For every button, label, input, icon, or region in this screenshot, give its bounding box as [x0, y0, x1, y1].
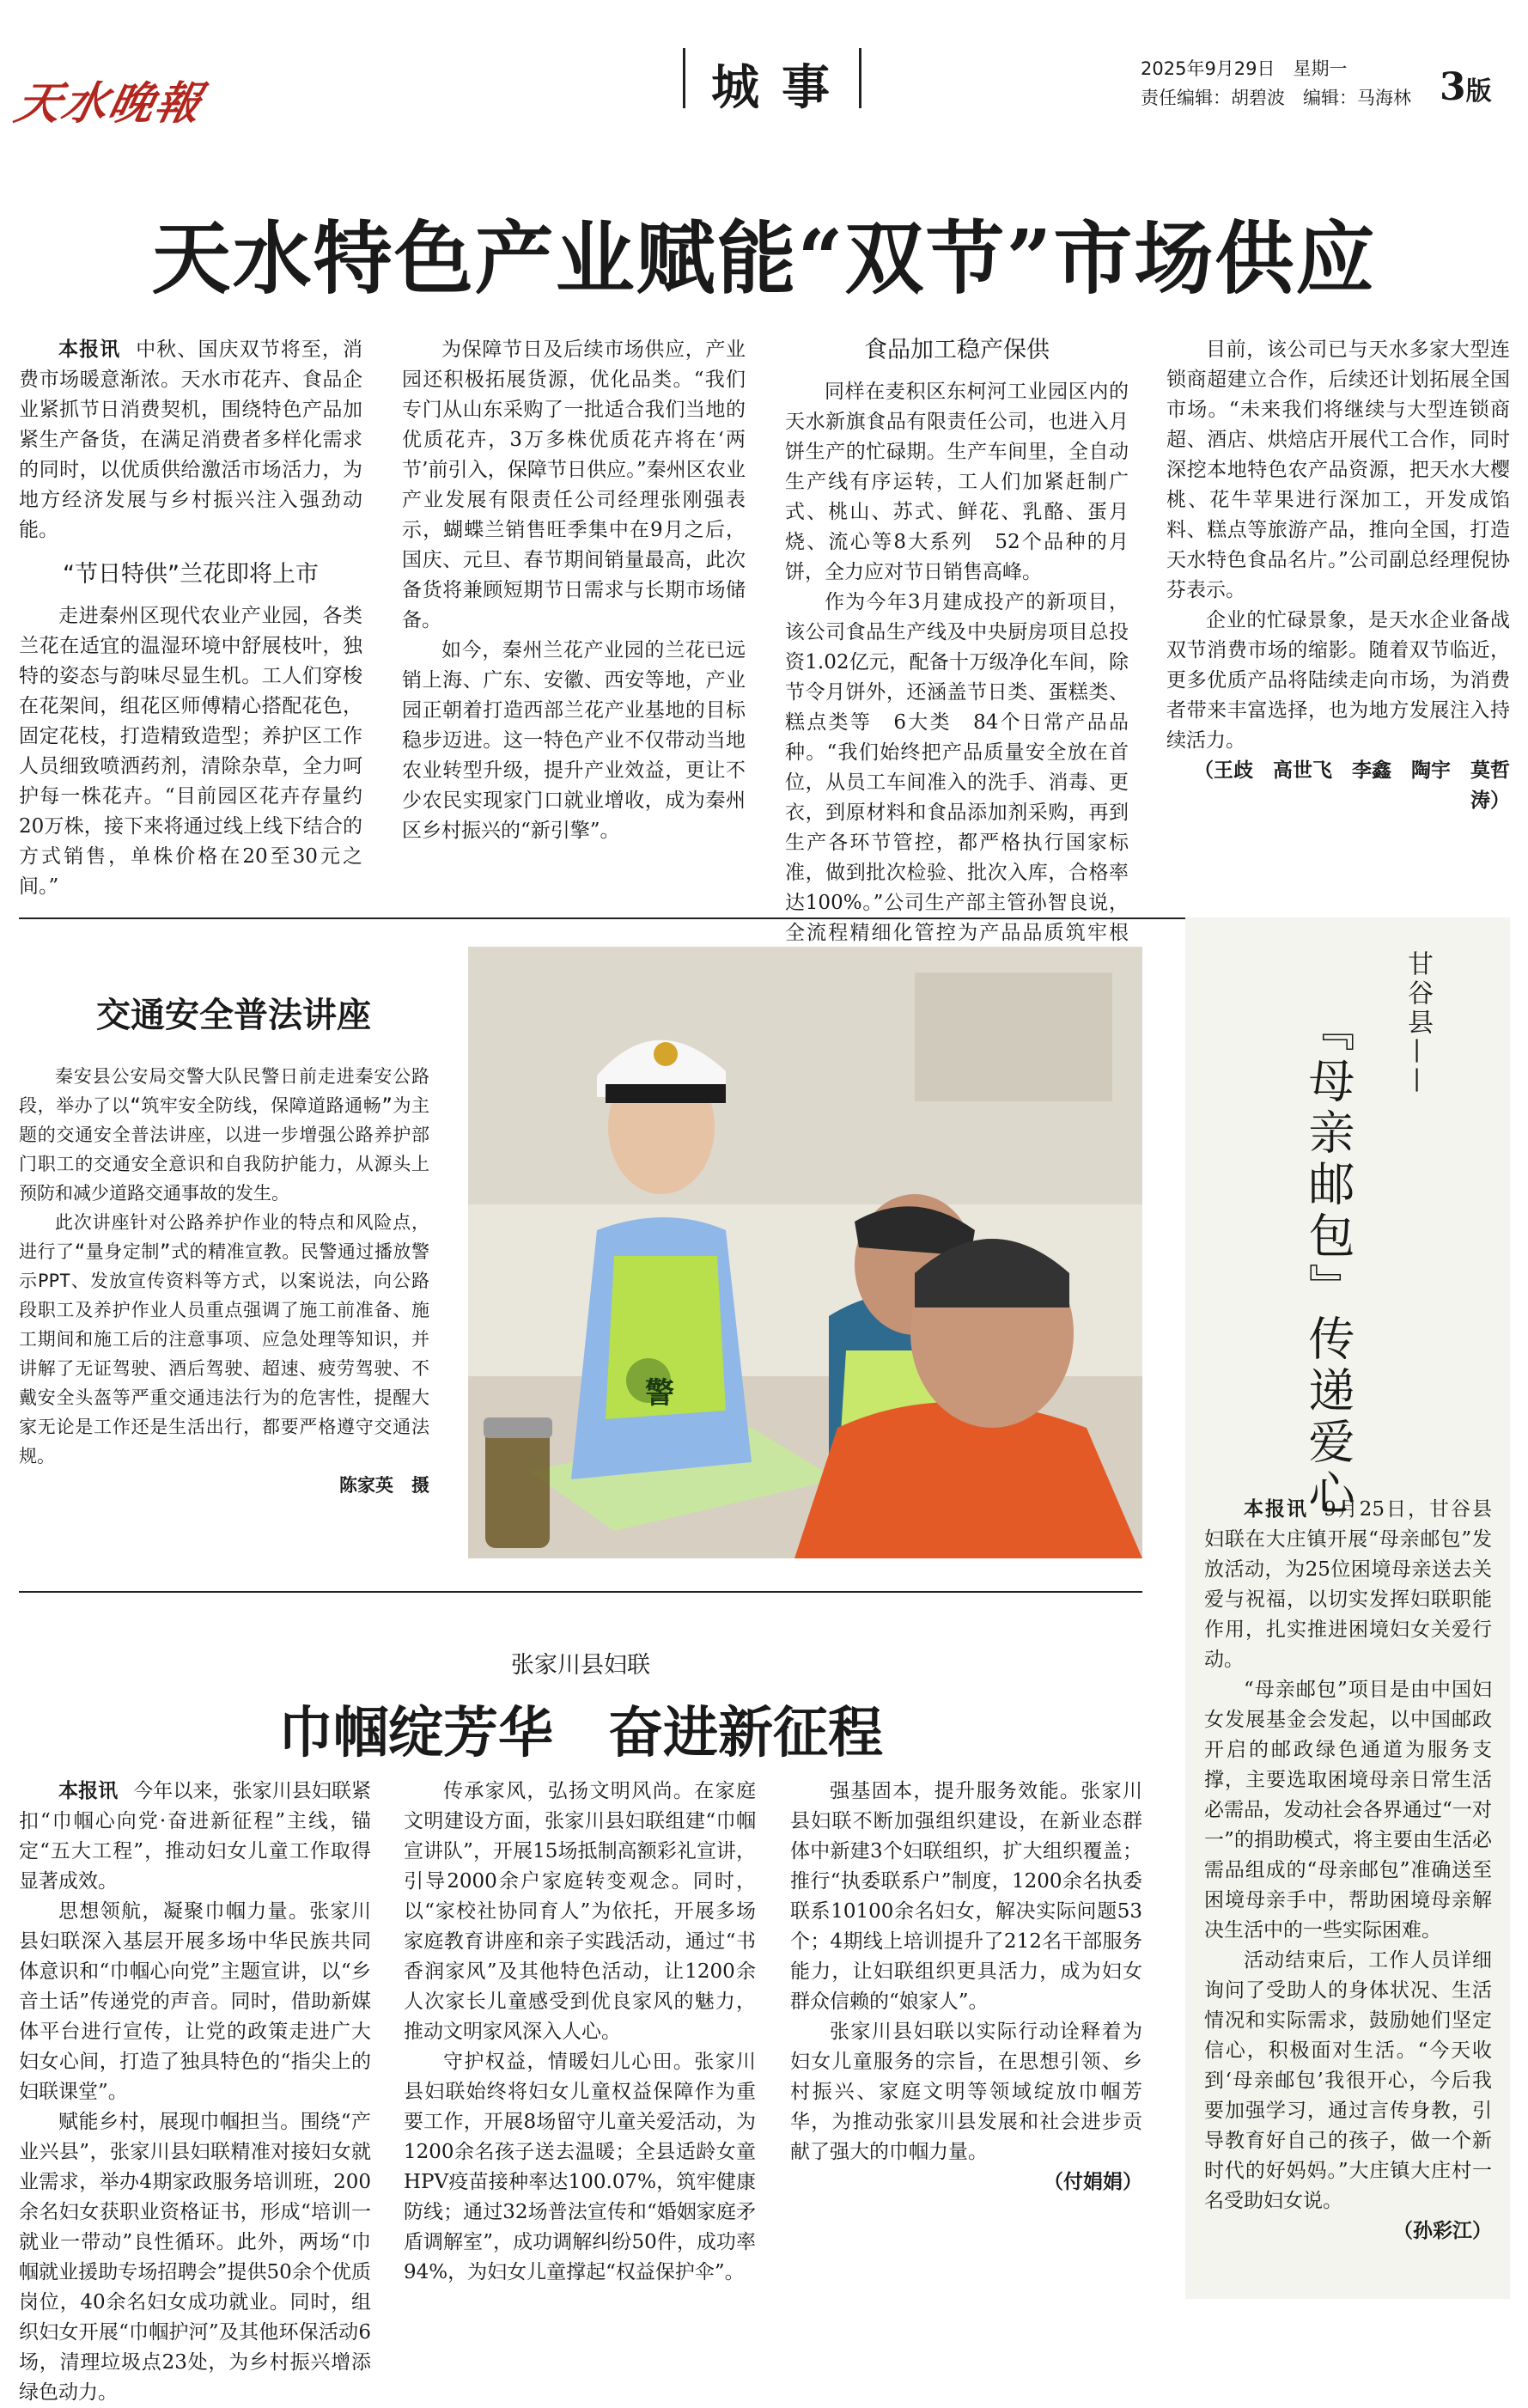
women-col-1: [19, 1777, 372, 2404]
mother-lead: [1204, 1495, 1492, 1675]
top-story-p2: 走进秦州区现代农业产业园，各类兰花在适宜的温湿环境中舒展枝叶，独特的姿态与韵味尽显生机。工人们穿梭在花架间，组花区师傅精心搭配花色，固定花枝，打造精致造型；养护区工作人员细致喷洒药剂，清除杂草，全力呵护每一株花卉。“目前园区花卉存量约20万株，接下来将通过线上线下结合的方式销售，单株价格在20至30元之间。”: [19, 605, 362, 898]
traffic-p2: 此次讲座针对公路养护作业的特点和风险点，进行了“量身定制”式的精准宣教。民警通过播放警示PPT、发放宣传资料等方式，以案说法，向公路段职工及养护作业人员重点强调了施工前准备、施工期间和施工后的注意事项、应急处理等知识，并讲解了无证驾驶、酒后驾驶、超速、疲劳驾驶、不戴安全头盔等严重交通违法行为的危害性，提醒大家无论是工作还是生活出行，都要严格遵守交通法规。: [19, 1212, 429, 1466]
mother-p1: 9月25日，甘谷县妇联在大庄镇开展“母亲邮包”发放活动，为25位困境母亲送去关爱与祝福，以切实发挥妇联职能作用，扎实推进困境妇女关爱行动。: [1204, 1498, 1492, 1671]
masthead-divider-left: [683, 48, 685, 108]
section-name: 城事: [711, 59, 852, 116]
top-story-col-2: [402, 335, 746, 885]
women-p7: 张家川县妇联以实际行动诠释着为妇女儿童服务的宗旨，在思想引领、乡村振兴、家庭文明等领域绽放巾帼芳华，为推动张家川县发展和社会进步贡献了强大的巾帼力量。: [790, 2021, 1142, 2163]
mother-p3: 活动结束后，工作人员详细询问了受助人的身体状况、生活情况和实际需求，鼓励她们坚定信心，积极面对生活。“今天收到‘母亲邮包’我很开心，今后我要加强学习，通过言传身教，引导教育好自己的孩子，做一个新时代的好妈妈。”大庄镇大庄村一名受助妇女说。: [1204, 1949, 1492, 2212]
women-lead: [19, 1777, 371, 1897]
women-p2: 思想领航，凝聚巾帼力量。张家川县妇联深入基层开展多场中华民族共同体意识和“巾帼心向党”主题宣讲，以“乡音土话”传递党的声音。同时，借助新媒体平台进行宣传，让党的政策走进广大妇女心间，打造了独具特色的“指尖上的妇联课堂”。: [19, 1900, 371, 2103]
top-story-subhead-orchid: “节日特供”兰花即将上市: [63, 561, 319, 588]
mother-byline: （孙彩江）: [1393, 2220, 1492, 2242]
mother-headline: 『母亲邮包』传递爱心: [1301, 1005, 1355, 1521]
top-story-p3: 为保障节日及后续市场供应，产业园还积极拓展货源，优化品类。“我们专门从山东采购了一批适合我们当地的优质花卉，3万多株优质花卉将在‘两节’前引入，保障节日供应。”秦州区农业产业发展有限责任公司经理张刚强表示，蝴蝶兰销售旺季集中在9月之后，国庆、元旦、春节期间销量最高，此次备货将兼顾短期节日需求与长期市场储备。: [402, 338, 746, 631]
traffic-p1: 秦安县公安局交警大队民警日前走进秦安公路段，举办了以“筑牢安全防线，保障道路通畅”为主题的交通安全普法讲座，以进一步增强公路养护部门职工的交通安全意识和自我防护能力，从源头上预防和减少道路交通事故的发生。: [19, 1066, 429, 1204]
top-story-headline: 天水特色产业赋能“双节”市场供应: [151, 212, 1377, 305]
photo-vest-text: 警: [645, 1376, 674, 1411]
women-p6: 强基固本，提升服务效能。张家川县妇联不断加强组织建设，在新业态群体中新建3个妇联组织，扩大组织覆盖；推行“执委联系户”制度，1200余名执委联系10100余名妇女，解决实际问题53个；4期线上培训提升了212名干部服务能力，让妇联组织更具活力，成为妇女群众信赖的“娘家人”。: [790, 1780, 1142, 2013]
lead-label: 本报讯: [58, 338, 121, 361]
masthead-divider-right: [859, 48, 861, 108]
issue-date: 2025年9月29日 星期一: [1141, 58, 1348, 79]
traffic-headline: 交通安全普法讲座: [96, 996, 371, 1035]
top-story-p1: 中秋、国庆双节将至，消费市场暖意渐浓。天水市花卉、食品企业紧抓节日消费契机，围绕特色产品加紧生产备货，在满足消费者多样化需求的同时，以优质供给激活市场活力，为地方经济发展与乡村振兴注入强劲动能。: [19, 338, 363, 541]
page-number-value: 3: [1440, 65, 1466, 109]
mother-lead-label: 本报讯: [1244, 1498, 1309, 1521]
top-story-subhead-food: 食品加工稳产保供: [864, 337, 1050, 363]
page-number: [1440, 65, 1492, 109]
women-headline: 巾帼绽芳华 奋进新征程: [278, 1701, 883, 1765]
top-story-p6: 作为今年3月建成投产的新项目，该公司食品生产线及中央厨房项目总投资1.02亿元，配备十万级净化车间，除节令月饼外，还涵盖节日类、蛋糕类、糕点类等 6大类 84个日常产品品种。“我们始终把产品质量安全放在首位，从员工车间准入的洗手、消毒、更衣，到原材料和食品添加剂采购，再到生产各环节管控，都严格执行国家标准，做到批次检验、批次入库，合格率达100%。”公司生产部主管孙智良说，全流程精细化管控为产品品质筑牢根: [785, 591, 1129, 944]
mother-kicker: 甘谷县——: [1403, 950, 1433, 1096]
top-story-p8: 企业的忙碌景象，是天水企业备战双节消费市场的缩影。随着双节临近，更多优质产品将陆续走向市场，为消费者带来丰富选择，也为地方发展注入持续活力。: [1166, 609, 1510, 752]
women-p1: 今年以来，张家川县妇联紧扣“巾帼心向党·奋进新征程”主线，锚定“五大工程”，推动妇女儿童工作取得显著成效。: [19, 1780, 372, 1893]
top-story-p5: 同样在麦积区东柯河工业园区内的天水新旗食品有限责任公司，也进入月饼生产的忙碌期。生产车间里，全自动生产线有序运转，工人们加紧赶制广式、桃山、苏式、鲜花、乳酪、蛋月烧、流心等8大系列 52个品种的月饼，全力应对节日销售高峰。: [785, 381, 1129, 583]
photo-credit: 陈家英 摄: [339, 1475, 429, 1496]
women-kicker: 张家川县妇联: [511, 1652, 650, 1679]
top-story-p7: 目前，该公司已与天水多家大型连锁商超建立合作，后续还计划拓展全国市场。“未来我们将继续与大型连锁商超、酒店、烘焙店开展代工合作，同时深挖本地特色农产品资源，把天水大樱桃、花牛苹果进行深加工，开发成馅料、糕点等旅游产品，推向全国，打造天水特色食品名片。”公司副总经理倪协芬表示。: [1166, 338, 1510, 601]
women-byline: （付娟娟）: [1044, 2171, 1142, 2193]
women-p5: 守护权益，情暖妇儿心田。张家川县妇联始终将妇女儿童权益保障作为重要工作，开展8场留守儿童关爱活动，为1200余名孩子送去温暖；全县适龄女童HPV疫苗接种率达100.07%，筑牢健康防线；通过32场普法宣传和“婚姻家庭矛盾调解室”，成功调解纠纷50件，成功率94%，为妇女儿童撑起“权益保护伞”。: [404, 2051, 756, 2283]
mother-body: [1204, 1495, 1492, 2285]
women-p3: 赋能乡村，展现巾帼担当。围绕“产业兴县”，张家川县妇联精准对接妇女就业需求，举办4期家政服务培训班，200余名妇女获职业资格证书，形成“培训一就业一带动”良性循环。此外，两场“巾帼就业援助专场招聘会”提供50余个优质岗位，40余名妇女成功就业。同时，组织妇女开展“巾帼护河”及其他环保活动6场，清理垃圾点23处，为乡村振兴增添绿色动力。: [19, 2111, 371, 2404]
top-story-p4: 如今，秦州兰花产业园的兰花已远销上海、广东、安徽、西安等地，产业园正朝着打造西部兰花产业基地的目标稳步迈进。这一特色产业不仅带动当地农业转型升级，提升产业效益，更让不少农民实现家门口就业增收，成为秦州区乡村振兴的“新引擎”。: [402, 639, 746, 842]
top-story-lead: [19, 335, 362, 546]
mother-p2: “母亲邮包”项目是由中国妇女发展基金会发起，以中国邮政开启的邮政绿色通道为服务支撑，主要选取困境母亲日常生活必需品，发动社会各界通过“一对一”的捐助模式，将主要由生活必需品组成的“母亲邮包”准确送至困境母亲手中，帮助困境母亲解决生活中的一些实际困难。: [1204, 1679, 1492, 1942]
women-lead-label: 本报讯: [58, 1780, 119, 1802]
traffic-body: [19, 1062, 429, 1526]
top-story-col-3: [785, 335, 1129, 944]
top-story-col-1: [19, 335, 363, 898]
masthead: [0, 0, 1528, 137]
top-story-byline: （王歧 高世飞 李鑫 陶宇 莫哲涛）: [1194, 759, 1510, 812]
traffic-photo-image: [468, 947, 1142, 1558]
page-number-unit: 版: [1465, 76, 1492, 107]
top-story-col-4: [1166, 335, 1510, 885]
women-col-3: [790, 1777, 1142, 2292]
traffic-photo: [468, 947, 1142, 1558]
women-p4: 传承家风，弘扬文明风尚。在家庭文明建设方面，张家川县妇联组建“巾帼宣讲队”，开展15场抵制高额彩礼宣讲，引导2000余户家庭转变观念。同时，以“家校社协同育人”为依托，开展多场家庭教育讲座和亲子实践活动，通过“书香润家风”及其他特色活动，让1200余人次家长儿童感受到优良家风的魅力，推动文明家风深入人心。: [404, 1780, 756, 2043]
women-col-2: [404, 1777, 756, 2292]
editors-line: 责任编辑：胡碧波 编辑：马海林: [1141, 88, 1411, 108]
traffic-bottom-rule: [19, 1591, 1142, 1593]
newspaper-logo: 天水晚報: [10, 77, 208, 130]
